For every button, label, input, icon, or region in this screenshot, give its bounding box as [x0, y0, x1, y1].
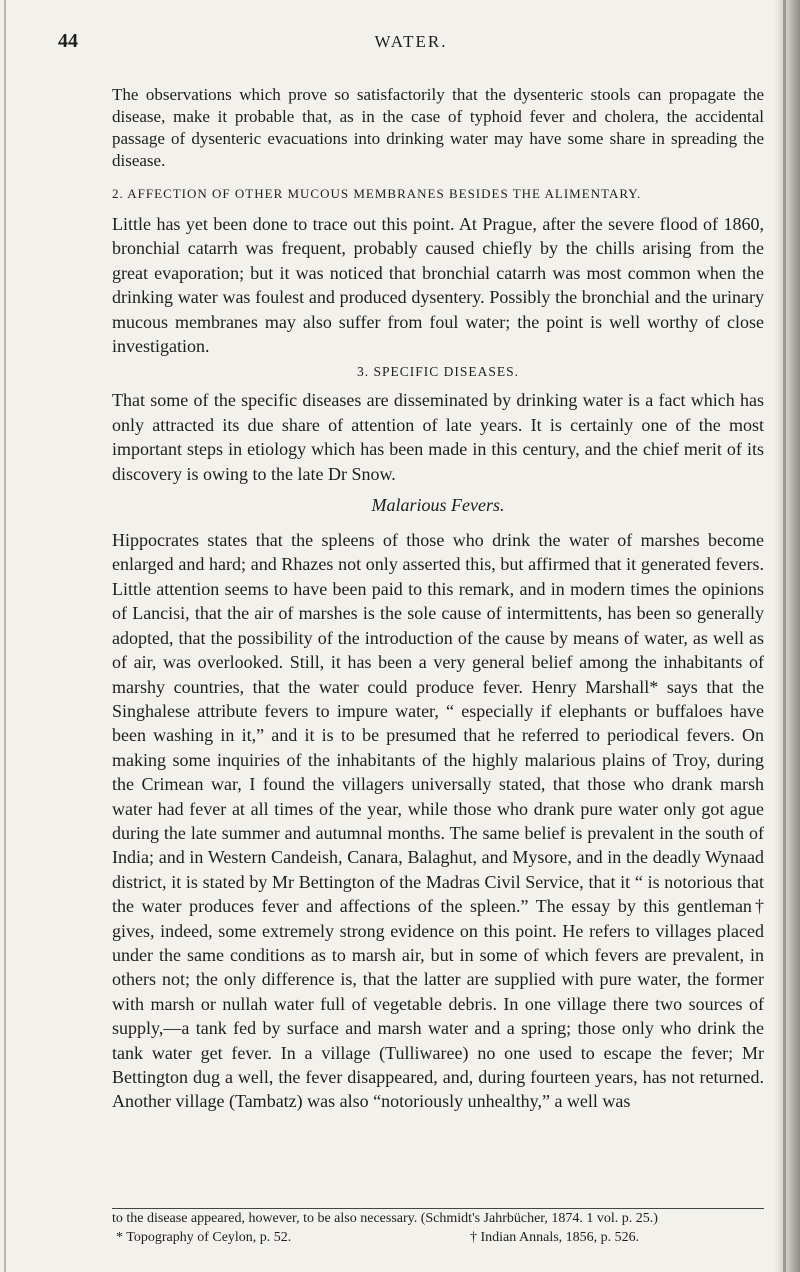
- paragraph-dysentery: The observations which prove so satisfactorily that the dysenteric stools can propagate the disease, make it probable that, as in the case of typhoid fever and cholera, the accidental passage of dysenteric evacuations into drinking water may have some share in spreading the disease.: [112, 85, 764, 170]
- footnote-row: [112, 1230, 772, 1248]
- subheading-malarious-fevers: Malarious Fevers.: [371, 495, 505, 516]
- page-header: [58, 30, 764, 56]
- footnote-dagger: † Indian Annals, 1856, p. 526.: [470, 1230, 640, 1245]
- page-edge-line: [783, 0, 786, 1272]
- footnote-rule: [112, 1208, 764, 1209]
- footnote-star: * Topography of Ceylon, p. 52.: [116, 1230, 292, 1245]
- paragraph-malarious-fevers: Hippocrates states that the spleens of those who drink the water of marshes become enlarged and hard; and Rhazes not only asserted this, but affirmed that it generated fevers. Little attention seems to have been paid to this remark, and in modern times the opinions of Lancisi, that the air of marshes is the sole cause of intermittents, has been so generally adopted, that the possibility of the introduction of the cause by means of water, as well as of air, was overlooked. Still, it has been a very general belief among the inhabitants of marshy countries, that the water could produce fever. Henry Marshall* says that the Singhalese attribute fevers to impure water, “ especially if elephants or buffaloes have been washing in it,” and it is to be presumed that he referred to periodical fevers. On making some inquiries of the inhabitants of the highly malarious plains of Troy, during the Crimean war, I found the villagers universally stated, that those who drank marsh water had fever at all times of the year, while those who drank pure water only got ague during the late summer and autumnal months. The same belief is prevalent in the south of India; and in Western Candeish, Canara, Balaghut, and Mysore, and in the deadly Wynaad district, it is stated by Mr Bettington of the Madras Civil Service, that it “ is notorious that the water produces fever and affections of the spleen.” The essay by this gentleman† gives, indeed, some extremely strong evidence on this point. He refers to villages placed under the same conditions as to marsh air, but in some of which fevers are prevalent, in others not; the only difference is, that the latter are supplied with pure water, the former with marsh or nullah water full of vegetable debris. In one village there two sources of supply,—a tank fed by surface and marsh water and a spring; those only who drink the tank water get fever. In a village (Tulliwaree) no one used to escape the fever; Mr Bettington dug a well, the fever disappeared, and, during fourteen years, has not returned. Another village (Tambatz) was also “notoriously unhealthy,” a well was: [112, 530, 764, 1112]
- text-column: [112, 84, 764, 1114]
- section-heading-specific-diseases: 3. SPECIFIC DISEASES.: [356, 364, 520, 380]
- paragraph-specific-diseases: That some of the specific diseases are disseminated by drinking water is a fact which has only attracted its due share of attention of late years. It is certainly one of the most important steps in etiology which has been made in this century, and the chief merit of its discovery is owing to the late Dr Snow.: [112, 390, 764, 484]
- section-heading-mucous-membranes: 2. AFFECTION OF OTHER MUCOUS MEMBRANES BESIDES THE ALIMENTARY.: [112, 186, 642, 201]
- book-gutter-shadow: [774, 0, 800, 1272]
- paragraph-mucous-membranes: Little has yet been done to trace out this point. At Prague, after the severe flood of 1860, bronchial catarrh was frequent, probably caused chiefly by the chills arising from the great evaporation; but it was noticed that bronchial catarrh was most common when the drinking water was foulest and produced dysentery. Possibly the bronchial and the urinary mucous membranes may also suffer from foul water; the point is well worthy of close investigation.: [112, 214, 764, 357]
- page-number: 44: [58, 30, 78, 52]
- footnote-continuation: to the disease appeared, however, to be also necessary. (Schmidt's Jahrbücher, 1874. 1 vol. p. 25.): [112, 1211, 658, 1226]
- running-title: WATER.: [374, 32, 448, 51]
- page-left-edge: [4, 0, 6, 1272]
